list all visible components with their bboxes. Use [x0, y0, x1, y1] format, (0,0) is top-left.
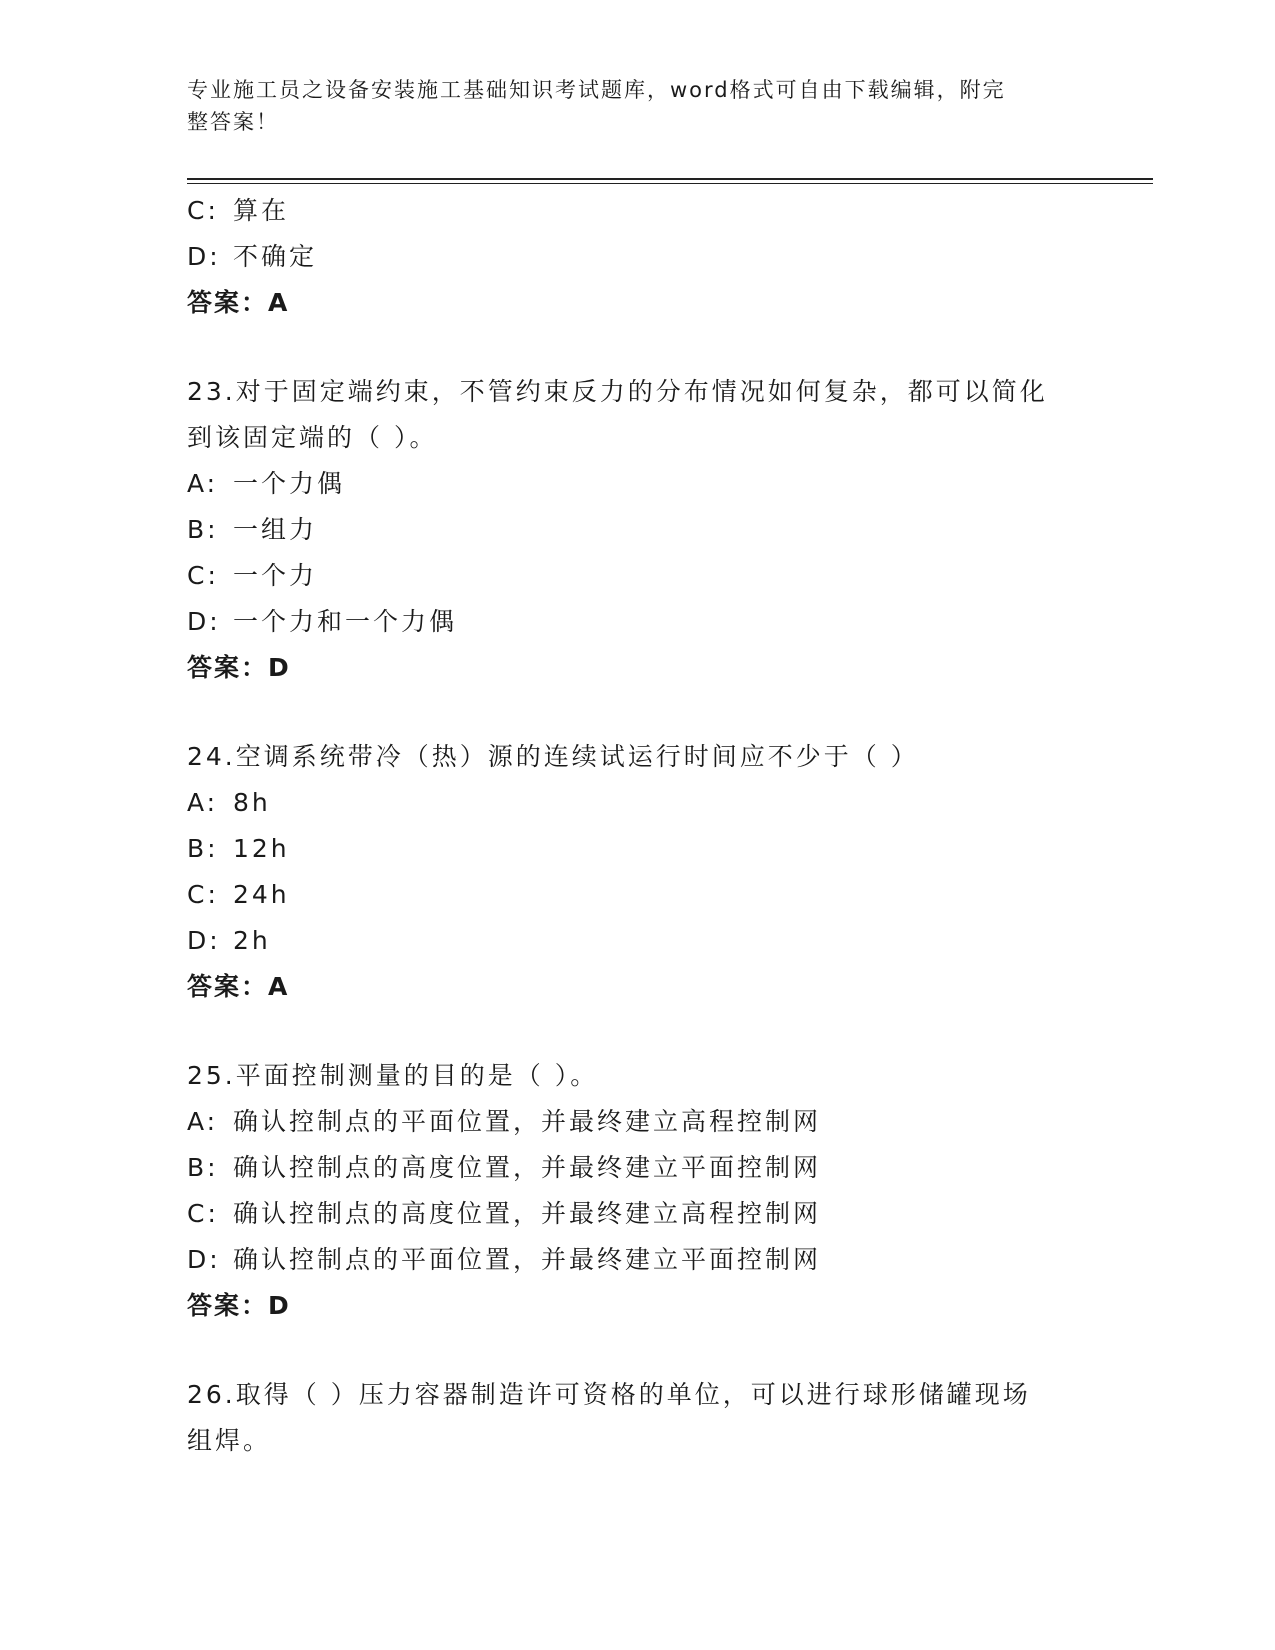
option-letter: B:	[187, 515, 219, 544]
answer-line: 答案：D	[187, 653, 291, 682]
option-text: 一组力	[233, 515, 318, 544]
question-stem-line-2: 到该固定端的（ ）。	[187, 423, 438, 452]
option-text: 算在	[233, 196, 290, 225]
option-item	[187, 1237, 1087, 1283]
header-title-line-1: 专业施工员之设备安装施工基础知识考试题库，word格式可自由下载编辑，附完	[187, 78, 1006, 102]
option-letter: C:	[187, 1199, 219, 1228]
answer-line: 答案：A	[187, 972, 290, 1001]
option-letter: C:	[187, 880, 219, 909]
option-item	[187, 461, 1087, 507]
option-letter: A:	[187, 469, 219, 498]
option-item	[187, 234, 1087, 280]
option-text: 一个力偶	[233, 469, 346, 498]
option-item	[187, 507, 1087, 553]
option-item	[187, 826, 1087, 872]
header-title-line-2: 整答案！	[187, 110, 279, 134]
prev-question	[187, 188, 1087, 326]
option-text: 确认控制点的平面位置，并最终建立平面控制网	[233, 1245, 822, 1274]
question-25	[187, 1053, 1087, 1329]
page-header	[187, 74, 1067, 138]
option-item	[187, 1191, 1087, 1237]
option-text: 不确定	[233, 242, 318, 271]
question-stem-line-1: 24.空调系统带冷（热）源的连续试运行时间应不少于（ ）	[187, 742, 919, 771]
option-letter: D:	[187, 1245, 221, 1274]
option-item	[187, 188, 1087, 234]
option-text: 确认控制点的高度位置，并最终建立平面控制网	[233, 1153, 822, 1182]
option-item	[187, 1099, 1087, 1145]
option-item	[187, 780, 1087, 826]
option-letter: C:	[187, 561, 219, 590]
option-letter: B:	[187, 834, 219, 863]
option-letter: B:	[187, 1153, 219, 1182]
option-letter: C:	[187, 196, 219, 225]
option-letter: D:	[187, 926, 221, 955]
option-letter: D:	[187, 607, 221, 636]
question-26	[187, 1372, 1087, 1464]
option-text: 一个力	[233, 561, 318, 590]
question-stem-line-1: 26.取得（ ）压力容器制造许可资格的单位，可以进行球形储罐现场	[187, 1380, 1031, 1409]
question-stem-line-1: 25.平面控制测量的目的是（ ）。	[187, 1061, 599, 1090]
spacer	[187, 326, 1087, 369]
question-content	[187, 188, 1087, 1464]
option-text: 一个力和一个力偶	[233, 607, 458, 636]
option-text: 确认控制点的平面位置，并最终建立高程控制网	[233, 1107, 822, 1136]
spacer	[187, 691, 1087, 734]
question-stem-line-2: 组焊。	[187, 1426, 272, 1455]
answer-line: 答案：A	[187, 288, 290, 317]
option-text: 确认控制点的高度位置，并最终建立高程控制网	[233, 1199, 822, 1228]
option-text: 8h	[233, 788, 271, 817]
question-23	[187, 369, 1087, 691]
question-stem-line-1: 23.对于固定端约束，不管约束反力的分布情况如何复杂，都可以简化	[187, 377, 1048, 406]
spacer	[187, 1329, 1087, 1372]
option-item	[187, 918, 1087, 964]
option-item	[187, 599, 1087, 645]
option-letter: A:	[187, 788, 219, 817]
option-text: 2h	[233, 926, 271, 955]
option-item	[187, 553, 1087, 599]
answer-line: 答案：D	[187, 1291, 291, 1320]
option-item	[187, 872, 1087, 918]
question-24	[187, 734, 1087, 1010]
header-rule-thick	[187, 178, 1153, 180]
option-letter: D:	[187, 242, 221, 271]
spacer	[187, 1010, 1087, 1053]
option-text: 24h	[233, 880, 290, 909]
option-item	[187, 1145, 1087, 1191]
header-rule-thin	[187, 183, 1153, 184]
option-text: 12h	[233, 834, 290, 863]
option-letter: A:	[187, 1107, 219, 1136]
